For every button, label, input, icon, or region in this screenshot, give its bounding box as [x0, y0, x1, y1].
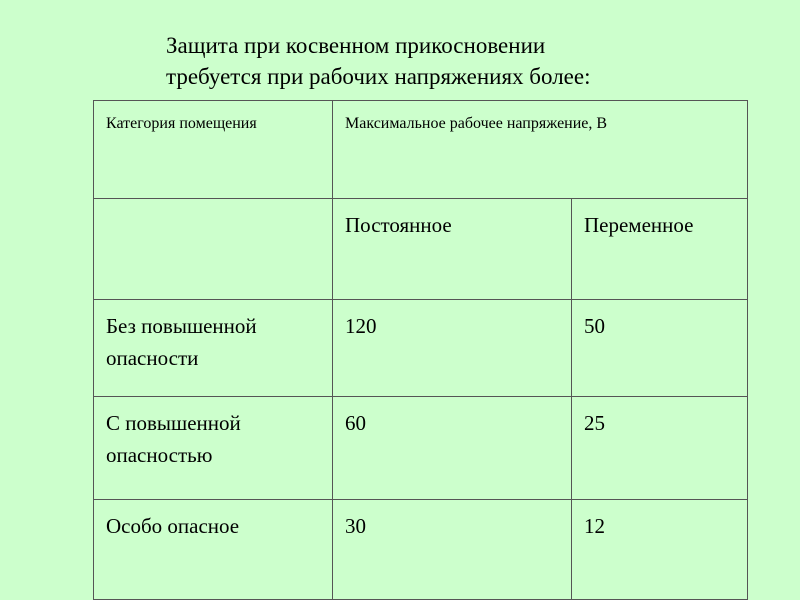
- table-header-row: [94, 101, 748, 199]
- table-subheader-row: [94, 199, 748, 300]
- row-category-label: Особо опасное: [106, 514, 240, 538]
- subheader-empty-cell: [94, 199, 333, 300]
- subheader-dc-label: Постоянное: [345, 213, 452, 237]
- row-category-cell: [94, 500, 333, 600]
- header-max-voltage-cell: [333, 101, 748, 199]
- header-category-label: Категория помещения: [106, 115, 257, 132]
- row-category-label: С повышенной опасностью: [106, 411, 241, 467]
- header-category-cell: [94, 101, 333, 199]
- row-dc-value: 30: [345, 514, 366, 538]
- row-dc-value: 120: [345, 314, 377, 338]
- row-category-cell: [94, 397, 333, 500]
- page-title: [166, 30, 726, 92]
- subheader-ac-label: Переменное: [584, 213, 694, 237]
- subheader-ac-cell: [572, 199, 748, 300]
- table-row: [94, 300, 748, 397]
- title-line-2: требуется при рабочих напряжениях более:: [166, 64, 591, 89]
- title-line-1: Защита при косвенном прикосновении: [166, 33, 546, 58]
- table-row: [94, 397, 748, 500]
- row-dc-cell: [333, 500, 572, 600]
- voltage-table: [93, 100, 748, 600]
- row-dc-cell: [333, 397, 572, 500]
- row-ac-value: 50: [584, 314, 605, 338]
- header-max-voltage-label: Максимальное рабочее напряжение, В: [345, 115, 608, 132]
- row-category-cell: [94, 300, 333, 397]
- row-dc-cell: [333, 300, 572, 397]
- subheader-dc-cell: [333, 199, 572, 300]
- row-ac-value: 25: [584, 411, 605, 435]
- row-dc-value: 60: [345, 411, 366, 435]
- row-ac-value: 12: [584, 514, 605, 538]
- row-ac-cell: [572, 300, 748, 397]
- table-row: [94, 500, 748, 600]
- row-ac-cell: [572, 500, 748, 600]
- row-ac-cell: [572, 397, 748, 500]
- row-category-label: Без повышенной опасности: [106, 314, 257, 370]
